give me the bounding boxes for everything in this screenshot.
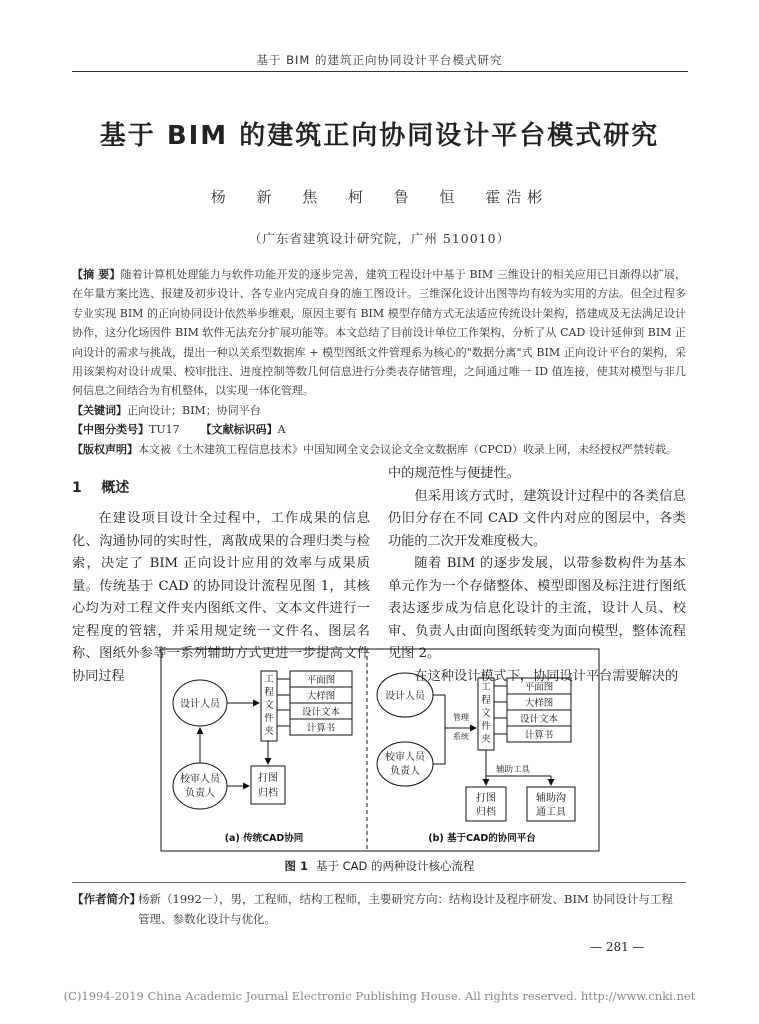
left-paragraph: 在建设项目设计全过程中，工作成果的信息化、沟通协同的实时性，离散成果的合理归类与检索，决定了 BIM 正向设计应用的效率与成果质量。传统基于 CAD 的协同设计流程见图 1，其核心均为对工程文件夹内图纸文件、文本文件进行一定程度的管辖，并采用规定统一文件名、图层名称、图纸外参等一系列辅助方式更进一步提高文件协同过程 [72, 511, 370, 684]
folder-char-b-2: 程 [481, 695, 491, 706]
keywords-text: 正向设计；BIM；协同平台 [127, 403, 261, 417]
copyright-footer: (C)1994-2019 China Academic Journal Electronic Publishing House. All rights reserved. http://www.cnki.net [63, 989, 696, 1003]
page-number: — 281 — [590, 940, 645, 954]
clc-value: TU17 [149, 423, 180, 437]
authors: 杨 新 焦 柯 鲁 恒 霍浩彬 [210, 188, 549, 206]
panel-b-label: (b) 基于CAD的协同平台 [428, 833, 536, 844]
figure-number: 图 1 [284, 859, 308, 873]
right-paragraph-3: 随着 BIM 的逐步发展，以带参数构件为基本单元作为一个存储整体、模型即图及标注进行图纸表达逐步成为信息化设计的主流，设计人员、校审、负责人由面向图纸转变为面向模型，整体流程见图 2。 [388, 556, 686, 661]
designer-label-a: 设计人员 [180, 699, 220, 710]
folder-char-b-4: 件 [481, 721, 491, 732]
copyright [72, 440, 686, 459]
panel-a-label: (a) 传统CAD协同 [224, 833, 304, 844]
reviewer-node-a [173, 763, 227, 809]
author-note-label: 【作者简介】 [72, 892, 141, 906]
doc-code-value: A [277, 423, 286, 437]
reviewer-label-b-1: 校审人员 [385, 752, 425, 763]
print-label-a-1: 打图 [258, 773, 278, 784]
author-note [72, 889, 686, 929]
running-head: 基于 BIM 的建筑正向协同设计平台模式研究 [256, 53, 503, 67]
classification [72, 420, 686, 439]
paper-title: 基于 BIM 的建筑正向协同设计平台模式研究 [99, 121, 660, 151]
folder-char-b-5: 夹 [481, 734, 491, 745]
copyright-text: 本文被《土木建筑工程信息技术》中国知网全文会议论文全文数据库（CPCD）收录上网，未经授权严禁转载。 [138, 442, 678, 456]
print-label-a-2: 归档 [258, 788, 278, 799]
affiliation: （广东省建筑设计研究院，广州 510010） [248, 231, 511, 246]
section-heading [72, 477, 129, 497]
keywords-label: 【关键词】 [72, 403, 127, 417]
item-b-doc-label: 设计文本 [519, 714, 559, 725]
header-rule [72, 71, 688, 72]
right-paragraph-4: 在这种设计模式下，协同设计平台需要解决的 [414, 668, 679, 684]
item-b-detail-label: 大样图 [524, 698, 554, 709]
reviewer-label-a-2: 负责人 [185, 788, 215, 799]
item-a-detail-label: 大样图 [306, 691, 336, 702]
copyright-label: 【版权声明】 [72, 442, 138, 456]
designer-label-b: 设计人员 [385, 691, 425, 702]
reviewer-label-a-1: 校审人员 [180, 774, 220, 785]
doc-code-label: 【文献标识码】 [200, 423, 278, 437]
folder-char-b-3: 文 [481, 708, 491, 719]
folder-char-a-3: 文 [264, 700, 274, 711]
comm-label-b-1: 辅助沟 [536, 793, 566, 804]
abstract [72, 265, 686, 401]
print-label-b-1: 打图 [476, 793, 496, 804]
section-title: 概述 [101, 480, 130, 496]
item-a-calc-label: 计算书 [306, 723, 336, 734]
clc-label: 【中图分类号】 [72, 423, 149, 437]
folder-char-a-1: 工 [264, 674, 274, 685]
folder-char-a-5: 夹 [264, 726, 274, 737]
panel-a [173, 671, 352, 844]
folder-char-a-4: 件 [264, 713, 274, 724]
reviewer-node-b [377, 742, 433, 786]
figure-caption [0, 858, 759, 874]
panel-b [377, 673, 575, 844]
abstract-text: 随着计算机处理能力与软件功能开发的逐步完善，建筑工程设计中基于 BIM 三维设计的相关应用已日渐得以扩展，在年量方案比选、报建及初步设计、各专业内完成自身的施工图设计。三维深化设计出图等均有较为实用的方法。但全过程多专业实现 BIM 的正向协同设计依然举步维艰，原因主要有 BIM 模型存储方式无法适应传统设计架构，搭建成及无法满足设计协作，这分化场因件 BIM 软件无法充分扩展功能等。本文总结了目前设计单位工作架构，分析了从 CAD 设计延伸到 BIM 正向设计的需求与挑战，提出一种以关系型数据库 + 模型图纸文件管理系为核心的"数据分离"式 BIM 正向设计平台的架构，采用该架构对设计成果、校审批注、进度控制等数几何信息进行分类表存储管理，之间通过唯一 ID 值连接，使其对模型与非几何信息之间结合为有机整体，以实现一体化管理。 [72, 268, 686, 398]
reviewer-label-b-2: 负责人 [390, 766, 420, 777]
note-rule [72, 882, 686, 883]
keywords [72, 401, 686, 420]
aux-tools-label: 辅助工具 [496, 765, 531, 775]
abstract-label: 【摘 要】 [72, 268, 121, 281]
item-a-plan-label: 平面图 [306, 675, 336, 686]
author-note-text: 杨新（1992－），男，工程师，结构工程师，主要研究方向：结构设计及程序研发、BIM 协同设计与工程管理、参数化设计与优化。 [138, 892, 673, 926]
right-paragraph-2: 但采用该方式时，建筑设计过程中的各类信息仍旧分存在不同 CAD 文件内对应的图层中，各类功能的二次开发难度极大。 [388, 488, 686, 549]
comm-label-b-2: 通工具 [536, 807, 566, 818]
figure-1-diagram [160, 648, 600, 852]
item-b-plan-label: 平面图 [524, 682, 554, 693]
right-paragraph-continued: 中的规范性与便捷性。 [388, 466, 520, 481]
mgmt-label-1: 管理 [453, 713, 469, 722]
abstract-block [72, 265, 686, 459]
folder-char-b-1: 工 [481, 682, 491, 693]
section-number: 1 [72, 480, 82, 496]
print-label-b-2: 归档 [476, 807, 496, 818]
figure-caption-text: 基于 CAD 的两种设计核心流程 [315, 859, 475, 873]
folder-char-a-2: 程 [264, 687, 274, 698]
mgmt-label-2: 系统 [453, 732, 469, 741]
item-b-calc-label: 计算书 [524, 730, 554, 741]
item-a-doc-label: 设计文本 [301, 707, 341, 718]
